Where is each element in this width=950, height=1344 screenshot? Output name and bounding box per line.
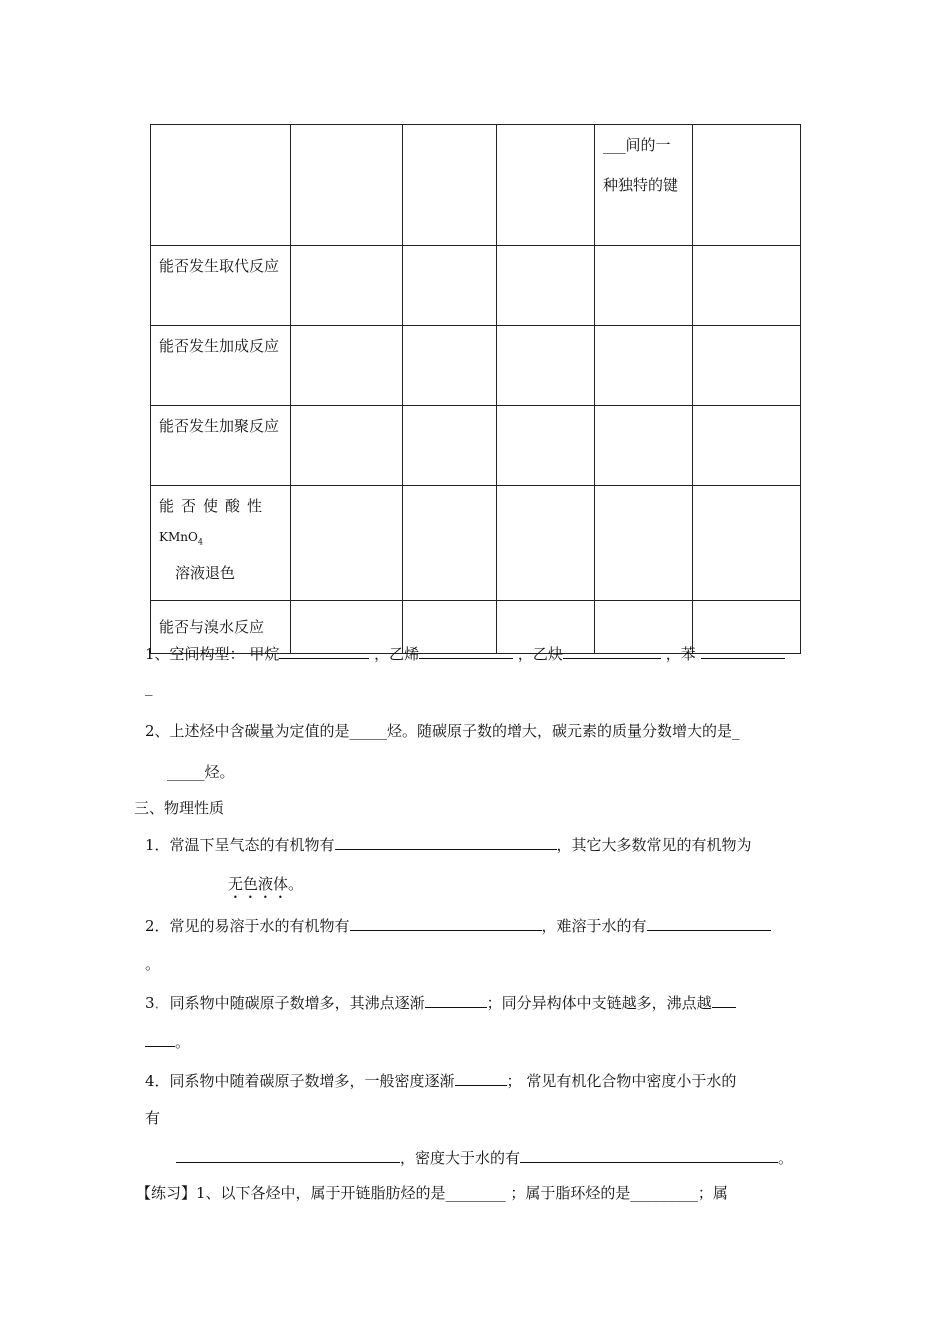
blank-field[interactable] (350, 914, 542, 931)
table-row (151, 406, 801, 486)
practice-line: 【练习】1、以下各烃中，属于开链脂肪烃的是________ ；属于脂环烃的是_________；属 (136, 1184, 728, 1202)
blank-field[interactable] (176, 1146, 400, 1163)
property-4-line2: 有 (145, 1109, 161, 1127)
question-1-tail: _ (145, 678, 153, 696)
blank-field[interactable] (520, 1146, 778, 1163)
bond-description-cell: ___间的一种独特的键 (595, 125, 693, 246)
property-4-line: 4．同系物中随着碳原子数增多，一般密度逐渐 ； 常见有机化合物中密度小于水的 (145, 1069, 736, 1091)
property-2-tail: 。 (145, 955, 161, 973)
table-row (151, 486, 801, 601)
kmno4-formula: KMnO$_4$ (159, 530, 203, 547)
property-2-line: 2．常见的易溶于水的有机物有 ，难溶于水的有 (145, 914, 771, 936)
blank-field[interactable] (279, 642, 369, 659)
table-row (151, 326, 801, 406)
table-row (151, 125, 801, 246)
question-2-line2: _____烃。 (167, 763, 235, 781)
blank-field[interactable] (701, 642, 785, 659)
blank-field[interactable] (455, 1069, 507, 1086)
row-label-kmno4 (151, 486, 291, 601)
row-label-suffix: 溶液退色 (175, 564, 236, 583)
hydrocarbon-properties-table (150, 124, 801, 654)
table-row (151, 246, 801, 326)
property-1-line2: 无色液体。 (228, 875, 304, 893)
row-label: 能否发生加聚反应 (151, 406, 291, 486)
row-label: 能否发生取代反应 (151, 246, 291, 326)
blank-field[interactable] (647, 914, 771, 931)
blank-field[interactable] (419, 642, 513, 659)
blank-field[interactable] (712, 991, 736, 1008)
blank-field[interactable] (425, 991, 487, 1008)
property-3-line2: 。 (145, 1030, 190, 1052)
property-4-line3: ，密度大于水的有 。 (176, 1146, 793, 1168)
row-label: 能否发生加成反应 (151, 326, 291, 406)
question-2-line1: 2、上述烃中含碳量为定值的是_____烃。随碳原子数的增大，碳元素的质量分数增大的是_ (145, 722, 740, 740)
property-1-line: 1．常温下呈气态的有机物有 ，其它大多数常见的有机物为 (145, 833, 752, 855)
row-label: 能否与溴水反应 (151, 601, 291, 654)
section-heading: 三、物理性质 (134, 799, 225, 817)
blank-field[interactable] (335, 833, 557, 850)
property-3-line: 3．同系物中随碳原子数增多，其沸点逐渐 ；同分异构体中支链越多，沸点越 (145, 991, 736, 1013)
blank-field[interactable] (145, 1030, 175, 1047)
row-label: 能否使酸性 (159, 497, 270, 515)
blank-field[interactable] (563, 642, 661, 659)
question-1-line: 1、空间构型： 甲烷 ，乙烯 ，乙炔 ，苯 (145, 642, 785, 664)
